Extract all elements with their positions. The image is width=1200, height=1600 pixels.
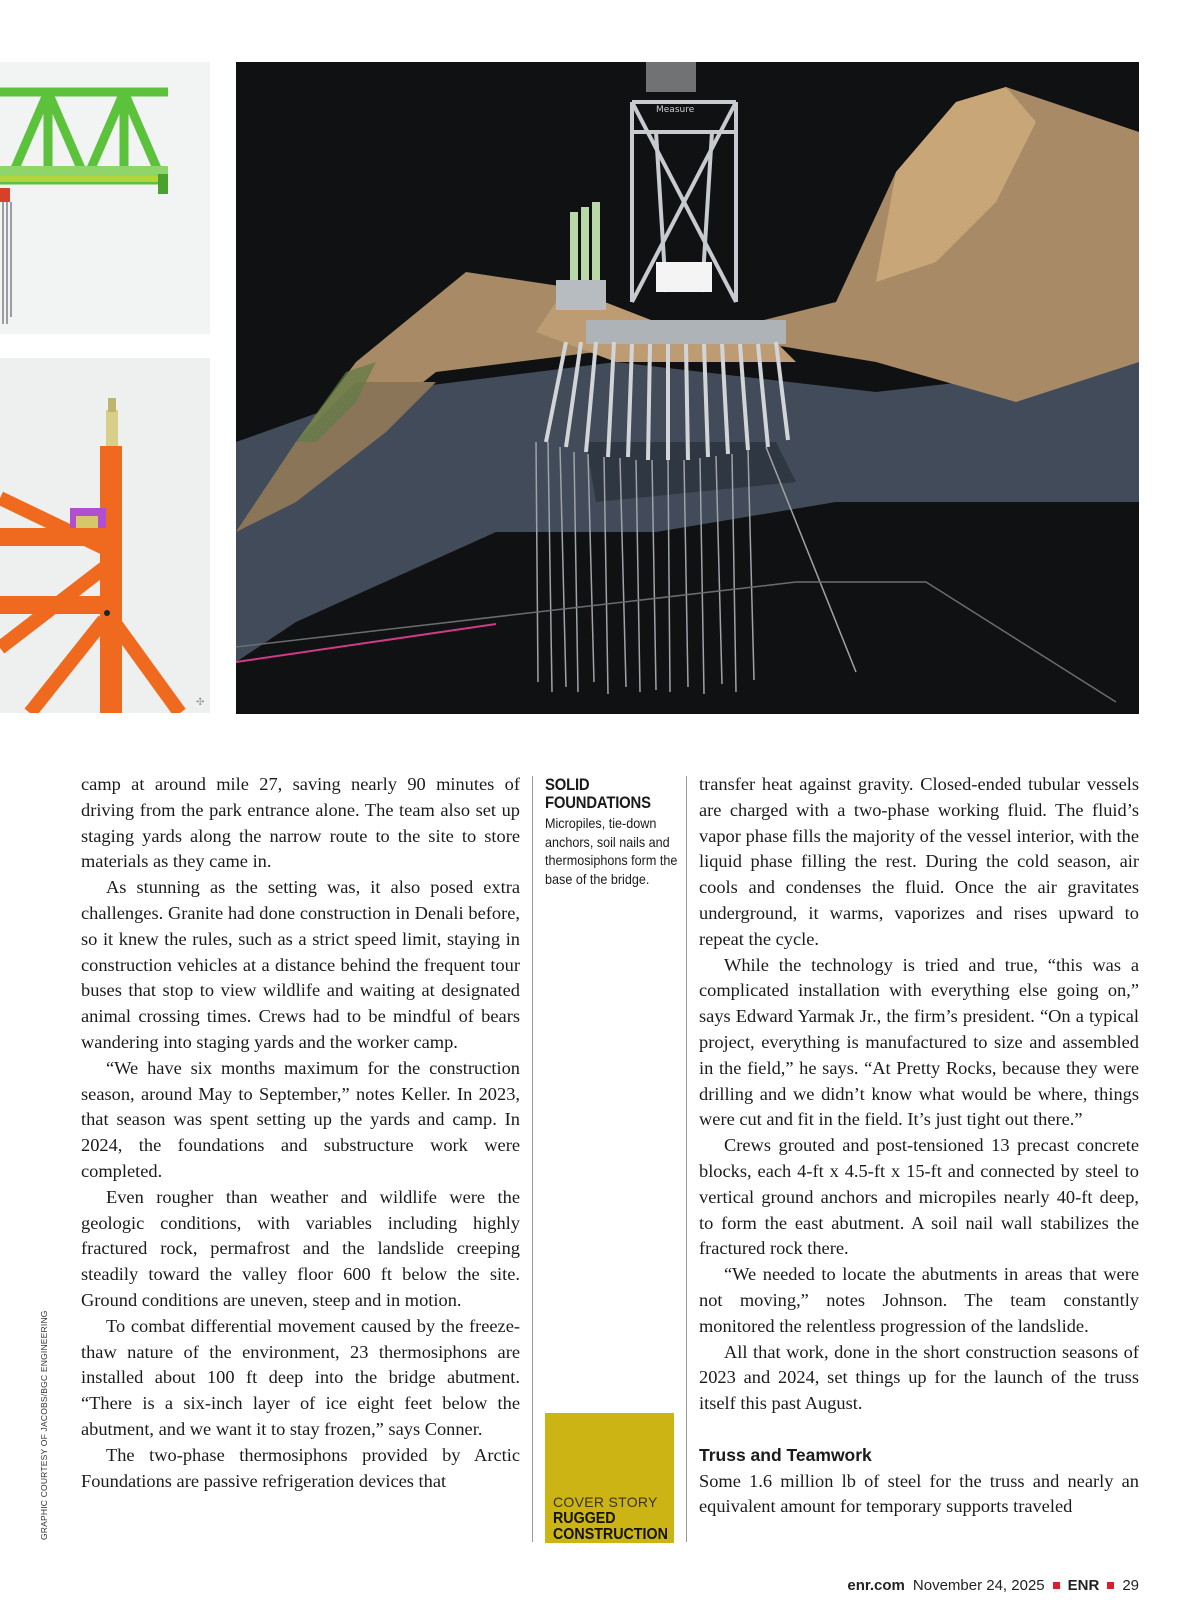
page-number: 29 xyxy=(1122,1577,1139,1594)
paragraph: transfer heat against gravity. Closed-ended tubular vessels are charged with a two-phase working fluid. The fluid’s vapor phase fills the majority of the vessel interior, with the liquid phase filling the rest. During the cold season, air cools and condenses the fluid. Once the air gravitates underground, it warms, vaporizes and rises upward to repeat the cycle. xyxy=(699,774,1139,949)
axis-icon: ✣ xyxy=(196,697,205,708)
paragraph: While the technology is tried and true, “this was a complicated installation with everything else going on,” says Edward Yarmak Jr., the firm’s president. “On a typical project, everything is manufactured to size and assembled in the field,” he says. “At Pretty Rocks, because they were drilling and we didn’t know what would be where, things were cut and fit in the field. It’s just tight out there.” xyxy=(699,954,1139,1130)
paragraph: Some 1.6 million lb of steel for the truss and nearly an equivalent amount for temporary supports traveled xyxy=(699,1470,1139,1517)
cover-story-title: RUGGED CONSTRUCTION xyxy=(553,1510,668,1543)
figure-caption xyxy=(545,776,677,888)
paragraph: camp at around mile 27, saving nearly 90 minutes of driving from the park entrance alone. The team also set up staging yards along the narrow route to the site to store materials as they came in. xyxy=(81,774,520,872)
paragraph: All that work, done in the short construction seasons of 2023 and 2024, set things up for the launch of the truss itself this past August. xyxy=(699,1341,1139,1414)
article-column-right xyxy=(699,772,1139,1520)
figure-orange-frame xyxy=(0,358,210,713)
footer-date: November 24, 2025 xyxy=(912,1577,1045,1594)
orange-frame-render xyxy=(0,358,210,713)
paragraph: Even rougher than weather and wildlife were the geologic conditions, with variables including highly fractured rock, permafrost and the landslide creeping steadily toward the valley floor 600 ft below the site. Ground conditions are uneven, steep and in motion. xyxy=(81,1186,520,1310)
paragraph: “We have six months maximum for the construction season, around May to September,” notes Keller. In 2023, that season was spent setting up the yards and camp. In 2024, the foundations and substructure work were completed. xyxy=(81,1057,520,1181)
separator-square-icon xyxy=(1053,1582,1060,1589)
separator-square-icon xyxy=(1107,1582,1114,1589)
caption-text: Micropiles, tie-down anchors, soil nails and thermosiphons form the base of the bridge. xyxy=(545,815,678,887)
cover-story-label: COVER STORY xyxy=(553,1494,658,1510)
measure-label: Measure xyxy=(656,105,695,115)
paragraph: The two-phase thermosiphons provided by Arctic Foundations are passive refrigeration devices that xyxy=(81,1444,520,1491)
figure-foundation-model xyxy=(236,62,1139,714)
cover-story-tag xyxy=(545,1413,674,1543)
foundation-model-render xyxy=(236,62,1139,714)
paragraph: Crews grouted and post-tensioned 13 precast concrete blocks, each 4-ft x 4.5-ft x 15-ft and connected by steel to vertical ground anchors and micropiles nearly 40-ft deep, to form the east abutment. A soil nail wall stabilizes the fractured rock there. xyxy=(699,1135,1139,1259)
paragraph: “We needed to locate the abutments in areas that were not moving,” notes Johnson. The team constantly monitored the relentless progression of the landslide. xyxy=(699,1264,1139,1336)
article-column-left xyxy=(81,772,520,1494)
footer-brand: ENR xyxy=(1067,1577,1100,1594)
page-footer xyxy=(847,1577,1139,1594)
photo-credit: GRAPHIC COURTESY OF JACOBS/BGC ENGINEERING xyxy=(39,1310,49,1540)
figure-green-truss xyxy=(0,62,210,334)
column-divider xyxy=(532,776,533,1542)
paragraph: To combat differential movement caused by the freeze-thaw nature of the environment, 23 thermosiphons are installed about 100 ft deep into the bridge abutment. “There is a six-inch layer of ice eight feet below the abutment, and we want it to stay frozen,” says Conner. xyxy=(81,1315,520,1439)
section-heading: Truss and Teamwork xyxy=(699,1444,872,1465)
footer-website: enr.com xyxy=(847,1577,905,1594)
paragraph: As stunning as the setting was, it also posed extra challenges. Granite had done construction in Denali before, so it knew the rules, such as a strict speed limit, staying in construction vehicles at a distance behind the frequent tour buses that stop to view wildlife and waiting at designated animal crossing times. Crews had to be mindful of bears wandering into staging yards and the worker camp. xyxy=(81,877,520,1052)
caption-heading: SOLID FOUNDATIONS xyxy=(545,776,651,812)
column-divider xyxy=(686,776,687,1542)
green-truss-render xyxy=(0,62,210,334)
